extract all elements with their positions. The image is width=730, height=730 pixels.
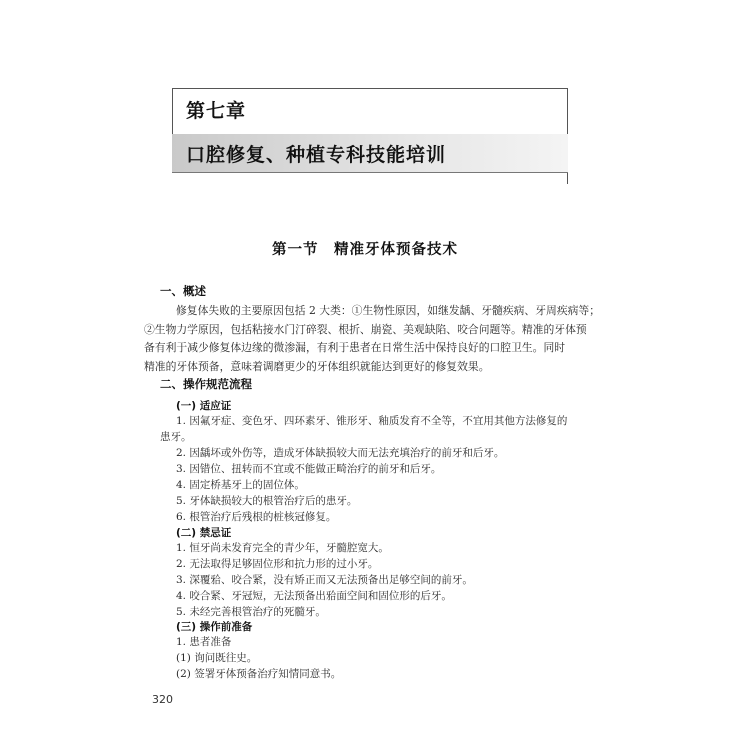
overview-heading: 一、概述 [160, 284, 206, 298]
overview-line: ②生物力学原因，包括粘接水门汀碎裂、根折、崩瓷、美观缺陷、咬合问题等。精准的牙体预 [144, 322, 587, 336]
overview-line: 修复体失败的主要原因包括 2 大类：①生物性原因，如继发龋、牙髓疾病、牙周疾病等； [176, 304, 601, 317]
contraindication-item: 2. 无法取得足够固位形和抗力形的过小牙。 [176, 558, 379, 570]
overview-line: 备有利于减少修复体边缘的微渗漏，有利于患者在日常生活中保持良好的口腔卫生。同时 [144, 341, 566, 355]
chapter-title: 第七章 [186, 100, 247, 122]
indication-item-continuation: 患牙。 [160, 431, 192, 443]
chapter-header-bottom-rule [172, 172, 568, 173]
indications-heading: (一) 适应证 [176, 400, 232, 412]
indication-item: 4. 固定桥基牙上的固位体。 [176, 479, 305, 491]
page-number: 320 [152, 693, 173, 706]
chapter-subtitle: 口腔修复、种植专科技能培训 [186, 144, 447, 166]
section-title: 第一节 精准牙体预备技术 [272, 241, 458, 258]
indication-item: 1. 因氟牙症、变色牙、四环素牙、锥形牙、釉质发育不全等，不宜用其他方法修复的 [176, 415, 568, 427]
indication-item: 3. 因错位、扭转而不宜或不能做正畸治疗的前牙和后牙。 [176, 463, 442, 475]
contraindication-item: 5. 未经完善根管治疗的死髓牙。 [176, 606, 326, 618]
preparation-item: 1. 患者准备 [176, 636, 232, 648]
indication-item: 2. 因龋坏或外伤等，造成牙体缺损较大而无法充填治疗的前牙和后牙。 [176, 447, 505, 459]
chapter-header-left-rule [172, 88, 173, 134]
indication-item: 6. 根管治疗后残根的桩核冠修复。 [176, 511, 337, 523]
contraindication-item: 4. 咬合紧、牙冠短，无法预备出𬌗面空间和固位形的后牙。 [176, 590, 452, 602]
chapter-header-top-rule [172, 88, 568, 89]
preparation-heading: (三) 操作前准备 [176, 621, 253, 633]
overview-line: 精准的牙体预备，意味着调磨更少的牙体组织就能达到更好的修复效果。 [144, 359, 490, 373]
contraindications-heading: (二) 禁忌证 [176, 527, 232, 539]
contraindication-item: 1. 恒牙尚未发育完全的青少年，牙髓腔宽大。 [176, 542, 389, 554]
chapter-header [172, 88, 568, 184]
preparation-item: (2) 签署牙体预备治疗知情同意书。 [176, 668, 342, 680]
contraindication-item: 3. 深覆𬌗、咬合紧，没有矫正而又无法预备出足够空间的前牙。 [176, 574, 473, 586]
preparation-item: (1) 询问既往史。 [176, 652, 258, 664]
procedure-heading: 二、操作规范流程 [160, 377, 252, 391]
overview-paragraph [144, 302, 601, 376]
indication-item: 5. 牙体缺损较大的根管治疗后的患牙。 [176, 495, 358, 507]
